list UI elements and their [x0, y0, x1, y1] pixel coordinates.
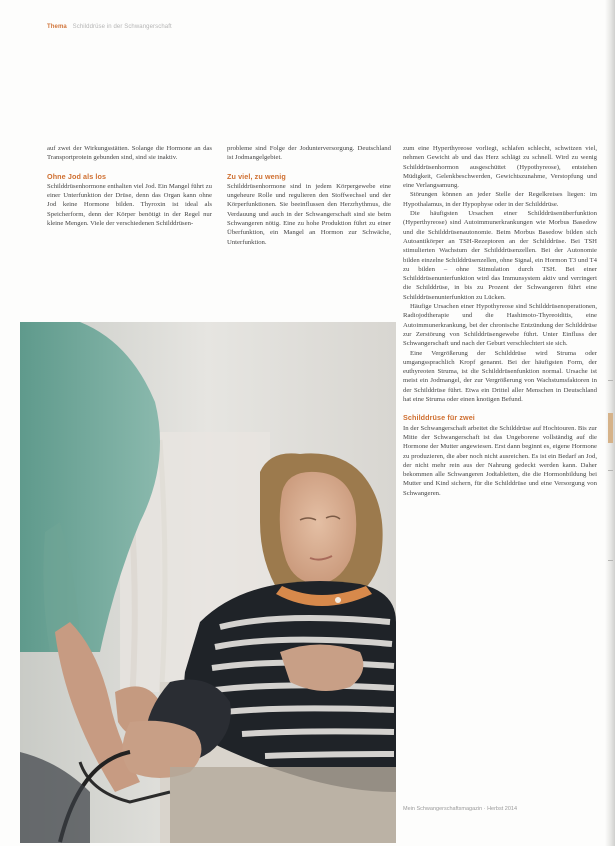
running-header — [47, 24, 172, 30]
text-column-1 — [47, 144, 212, 228]
chapter-tab-marker — [608, 413, 613, 443]
paragraph: Schilddrüsenhormone enthalten viel Jod. Ein Mangel führt zu einer Unterfunktion der Drüse, denn das Organ kann ohne Jod keine Hormone bilden. Thyroxin ist ideal als Speicherform, denn der Körper benötigt in der Regel nur kleine Mengen. Viele der verschiedenen Schilddrüsen- — [47, 182, 212, 228]
photo-illustration — [20, 322, 396, 843]
paragraph: Die häufigsten Ursachen einer Schilddrüsenüberfunktion (Hyperthyreose) sind Autoimmunerkrankungen wie Morbus Basedow und die Schilddrüsenautonomie. Beim Morbus Basedow bilden sich Autoantikörper an TSH-Rezeptoren an der Schilddrüse. Bei TSH stimulierten Wachstum der Schilddrüsenzellen. Bei der Autonomie bilden einzelne Schilddrüsenzellen, ohne Signal, ein Hormon T3 und T4 zu bilden – ohne Stimulation durch TSH. Bei einer Schilddrüsenunterfunktion wird das Immunsystem aktiv und verringert die Schilddrüse, in bis zu Prozent der Schwangeren führt eine Schilddrüsenunterfunktion zu Lücken. — [403, 210, 597, 301]
text-column-3 — [403, 144, 597, 498]
edge-tick — [608, 560, 613, 561]
subheading-schilddruese-fuer-zwei: Schilddrüse für zwei — [403, 413, 475, 423]
paragraph: Schilddrüsenhormone sind in jedem Körpergewebe eine ungeheure Rolle und regulieren den Stoffwechsel und der Körperfunktionen. Sie beeinflussen den Herzrhythmus, die Verdauung und auch in der Schwangerschaft sind sie beim Schwangeren nötig. Eine zu hohe Produktion führt zu einer Überfunktion, ein Mangel an Hormon zur Schwäche, Unterfunktion. — [227, 182, 391, 246]
section-subtitle: Schilddrüse in der Schwangerschaft — [72, 24, 172, 30]
blood-pressure-photo — [20, 322, 396, 843]
edge-tick — [608, 470, 613, 471]
paragraph: Häufige Ursachen einer Hypothyreose sind Schilddrüsenoperationen, Radiojodtherapie und die Hashimoto-Thyreoiditis, eine Autoimmunerkrankung, bei der chronische Entzündung der Schilddrüse zur Zerstörung von Schilddrüsengewebe führt. Unter Einfluss der Schwangerschaft und nach der Geburt verschlechtert sie sich. — [403, 303, 597, 348]
subheading-jod: Ohne Jod als los — [47, 171, 107, 181]
paragraph: auf zwei der Wirkungsstätten. Solange die Hormone an das Transportprotein gebunden sind, sind sie inaktiv. — [47, 145, 212, 162]
section-label: Thema — [47, 24, 67, 30]
paragraph: Störungen können an jeder Stelle der Regelkreises liegen: im Hypothalamus, in der Hypophyse oder in der Schilddrüse. — [403, 191, 597, 208]
paragraph: In der Schwangerschaft arbeitet die Schilddrüse auf Hochtouren. Bis zur Mitte der Schwangerschaft ist das Ungeborene vollständig auf die Hormone der Mutter angewiesen. Erst dann beginnt es, eigene Hormone zu produzieren, die aber noch nicht ausreichen. Es ist ein Bedarf an Jod, der nicht mehr rein aus der Nahrung gedeckt werden kann. Daher bekommen alle Schwangeren Jodtabletten, die die Hormonbildung bei Mutter und Kind sichern, für die Schilddrüse und eine Versorgung von Schwangeren. — [403, 424, 597, 497]
subheading-zu-viel: Zu viel, zu wenig — [227, 171, 286, 181]
text-column-2 — [227, 144, 391, 247]
page-footer: Mein Schwangerschaftsmagazin · Herbst 2014 — [403, 806, 518, 812]
paragraph: Eine Vergrößerung der Schilddrüse wird Struma oder umgangssprachlich Kropf genannt. Bei der häufigsten Form, der euthyreoten Struma, ist die Schilddrüsenfunktion normal. Ursache ist meist ein Jodmangel, der zur Vergrößerung von Wachstumsfaktoren in der Schilddrüse führt. Etwa ein Drittel aller Menschen in Deutschland hat eine Struma oder einen knotigen Befund. — [403, 349, 597, 404]
paragraph: probleme sind Folge der Jodunterversorgung. Deutschland ist Jodmangelgebiet. — [227, 145, 391, 162]
paragraph: zum eine Hyperthyreose vorliegt, schlafen schlecht, schwitzen viel, nehmen Gewicht ab und das Herz schlägt zu schnell. Wird zu wenig Schilddrüsenhormon ausgeschüttet (Hypothyreose), entstehen Müdigkeit, Gelenkbeschwerden, Gewichtszunahme, Verstopfung und eine Verlangsamung. — [403, 145, 597, 190]
edge-tick — [608, 380, 613, 381]
